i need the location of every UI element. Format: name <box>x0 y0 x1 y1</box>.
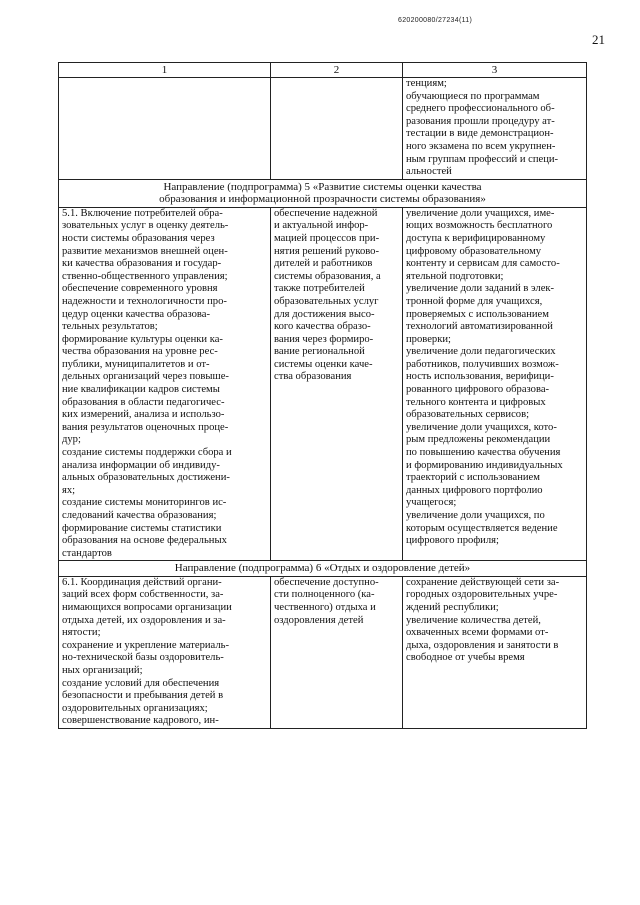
text-line: формирование культуры оценки ка- <box>62 333 223 345</box>
text-line: ждений республики; <box>406 602 499 614</box>
text-line: рым предложены рекомендации <box>406 434 551 446</box>
text-line: образования на основе федеральных <box>62 535 227 547</box>
text-line: образования и информационной прозрачности системы образования» <box>159 193 486 206</box>
table-row <box>59 207 587 561</box>
text-line: Направление (подпрограмма) 5 «Развитие системы оценки качества <box>163 180 482 193</box>
text-line: анализа информации об индивиду- <box>62 459 220 471</box>
text-line: ного экзамена по всем укрупнен- <box>406 140 556 152</box>
text-line: безопасности и пребывания детей в <box>62 690 224 702</box>
text-line: создание системы мониторингов ис- <box>62 497 227 509</box>
text-line: системы образования, а <box>274 270 381 282</box>
text-line: работников, получивших возмож- <box>406 358 559 370</box>
text-line: вания через формиро- <box>274 333 374 345</box>
text-line: разования прошли процедуру ат- <box>406 115 555 127</box>
text-line: увеличение доли педагогических <box>406 346 556 358</box>
text-line: совершенствование кадрового, ин- <box>62 715 219 727</box>
text-line: дыха, оздоровления и занятости в <box>406 639 559 651</box>
text-line: ность использования, верифици- <box>406 371 554 383</box>
cell-col3 <box>403 576 587 728</box>
text-line: образовательных сервисов; <box>406 409 530 421</box>
text-line: оздоровления детей <box>274 614 364 626</box>
text-line: увеличение доли учащихся, име- <box>406 207 555 219</box>
text-line: охваченных всеми формами от- <box>406 627 549 639</box>
text-line: тестации в виде демонстрацион- <box>406 128 554 140</box>
text-line: сти полноценного (ка- <box>274 589 375 601</box>
text-line: ких измерений, анализа и использо- <box>62 409 225 421</box>
cell-col2 <box>271 207 403 561</box>
cell-col3 <box>403 78 587 180</box>
cell-col3 <box>403 207 587 561</box>
text-line: также потребителей <box>274 283 365 295</box>
text-line: увеличение доли учащихся, кото- <box>406 421 557 433</box>
text-line: нимающихся вопросами организации <box>62 602 232 614</box>
text-line: ным группам профессий и специ- <box>406 153 559 165</box>
text-line: публики, муниципалитетов и от- <box>62 358 210 370</box>
text-line: цедур оценки качества образова- <box>62 308 210 320</box>
text-line: ки качества образования и государ- <box>62 258 222 270</box>
text-line: Направление (подпрограмма) 6 «Отдых и оздоровление детей» <box>174 562 471 575</box>
text-line: сохранение и укрепление материаль- <box>62 639 229 651</box>
text-line: обеспечение современного уровня <box>62 283 218 295</box>
text-line: формирование системы статистики <box>62 522 222 534</box>
text-line: ности системы образования через <box>62 232 215 244</box>
text-line: ние квалификации кадров системы <box>62 384 220 396</box>
text-line: чества образования на уровне рес- <box>62 346 218 358</box>
text-line: обеспечение доступно- <box>274 576 379 588</box>
text-line: мацией процессов при- <box>274 232 380 244</box>
document-id: 620200080/27234(11) <box>398 17 473 24</box>
page-number: 21 <box>592 32 605 47</box>
text-line: тельного контента и цифровых <box>406 396 546 408</box>
text-line: вания результатов оценочных проце- <box>62 421 229 433</box>
cell-col1 <box>59 576 271 728</box>
text-line: цифрового профиля; <box>406 535 499 547</box>
text-line: ющих возможность бесплатного <box>406 220 553 232</box>
column-number-2: 2 <box>271 63 403 78</box>
text-line: образования в области педагогичес- <box>62 396 225 408</box>
text-line: доступа к верифицированному <box>406 232 546 244</box>
measures-table <box>58 62 587 729</box>
text-line: ных организаций; <box>62 665 143 677</box>
cell-col2 <box>271 576 403 728</box>
text-line: ях; <box>62 484 76 496</box>
text-line: альных образовательных достижени- <box>62 472 230 484</box>
column-number-1: 1 <box>59 63 271 78</box>
text-line: тронной форме для учащихся, <box>406 295 543 307</box>
text-line: дельных организаций через повыше- <box>62 371 229 383</box>
table-row <box>59 78 587 180</box>
section-header-row <box>59 179 587 207</box>
cell-empty <box>271 78 403 180</box>
text-line: ства образования <box>274 371 352 383</box>
text-line: цифровому образовательному <box>406 245 542 257</box>
text-line: тенциям; <box>406 78 447 89</box>
cell-col1 <box>59 207 271 561</box>
section-5-title <box>59 179 587 207</box>
text-line: свободное от учебы время <box>406 652 525 664</box>
text-line: альностей <box>406 166 452 178</box>
text-line: нятия решений руково- <box>274 245 379 257</box>
text-line: учащегося; <box>406 497 457 509</box>
text-line: для достижения высо- <box>274 308 375 320</box>
text-line: 6.1. Координация действий органи- <box>62 576 222 588</box>
text-line: отдыха детей, их оздоровления и за- <box>62 614 226 626</box>
text-line: и формированию индивидуальных <box>406 459 563 471</box>
text-line: создание системы поддержки сбора и <box>62 447 232 459</box>
text-line: проверки; <box>406 333 451 345</box>
text-line: среднего профессионального об- <box>406 103 555 115</box>
text-line: но-технической базы оздоровитель- <box>62 652 224 664</box>
cell-empty <box>59 78 271 180</box>
text-line: кого качества образо- <box>274 321 371 333</box>
text-line: и актуальной инфор- <box>274 220 369 232</box>
text-line: контенту и сервисам для самосто- <box>406 258 560 270</box>
text-line: 5.1. Включение потребителей обра- <box>62 207 223 219</box>
text-line: проверяемых с использованием <box>406 308 549 320</box>
text-line: следований качества образования; <box>62 510 217 521</box>
text-line: системы оценки каче- <box>274 358 373 370</box>
text-line: развитие механизмов внешней оцен- <box>62 245 228 257</box>
text-line: обеспечение надежной <box>274 207 378 219</box>
table-row <box>59 576 587 728</box>
text-line: увеличение доли учащихся, по <box>406 510 545 521</box>
section-header-row <box>59 561 587 577</box>
text-line: ятельной подготовки; <box>406 270 504 282</box>
text-line: дур; <box>62 434 81 446</box>
text-line: траекторий с использованием <box>406 472 540 484</box>
text-line: заций всех форм собственности, за- <box>62 589 224 601</box>
text-line: обучающиеся по программам <box>406 90 540 102</box>
text-line: тельных результатов; <box>62 321 158 333</box>
section-6-title <box>59 561 587 577</box>
column-number-row <box>59 63 587 78</box>
text-line: технологий автоматизированной <box>406 321 553 333</box>
column-number-3: 3 <box>403 63 587 78</box>
text-line: сохранение действующей сети за- <box>406 576 560 588</box>
text-line: зовательных услуг в оценку деятель- <box>62 220 229 232</box>
text-line: которым осуществляется ведение <box>406 522 558 534</box>
text-line: данных цифрового портфолио <box>406 484 543 496</box>
text-line: оздоровительных организациях; <box>62 702 208 714</box>
text-line: чественного) отдыха и <box>274 602 376 614</box>
text-line: дителей и работников <box>274 258 373 270</box>
text-line: ственно-общественного управления; <box>62 270 228 282</box>
text-line: образовательных услуг <box>274 295 379 307</box>
text-line: вание региональной <box>274 346 365 358</box>
text-line: увеличение количества детей, <box>406 614 541 626</box>
text-line: создание условий для обеспечения <box>62 677 220 689</box>
text-line: увеличение доли заданий в элек- <box>406 283 555 295</box>
text-line: рованного цифрового образова- <box>406 384 550 396</box>
text-line: городных оздоровительных учре- <box>406 589 558 601</box>
text-line: стандартов <box>62 547 112 559</box>
text-line: надежности и технологичности про- <box>62 295 227 307</box>
text-line: нятости; <box>62 627 101 639</box>
text-line: по повышению качества обучения <box>406 447 561 459</box>
